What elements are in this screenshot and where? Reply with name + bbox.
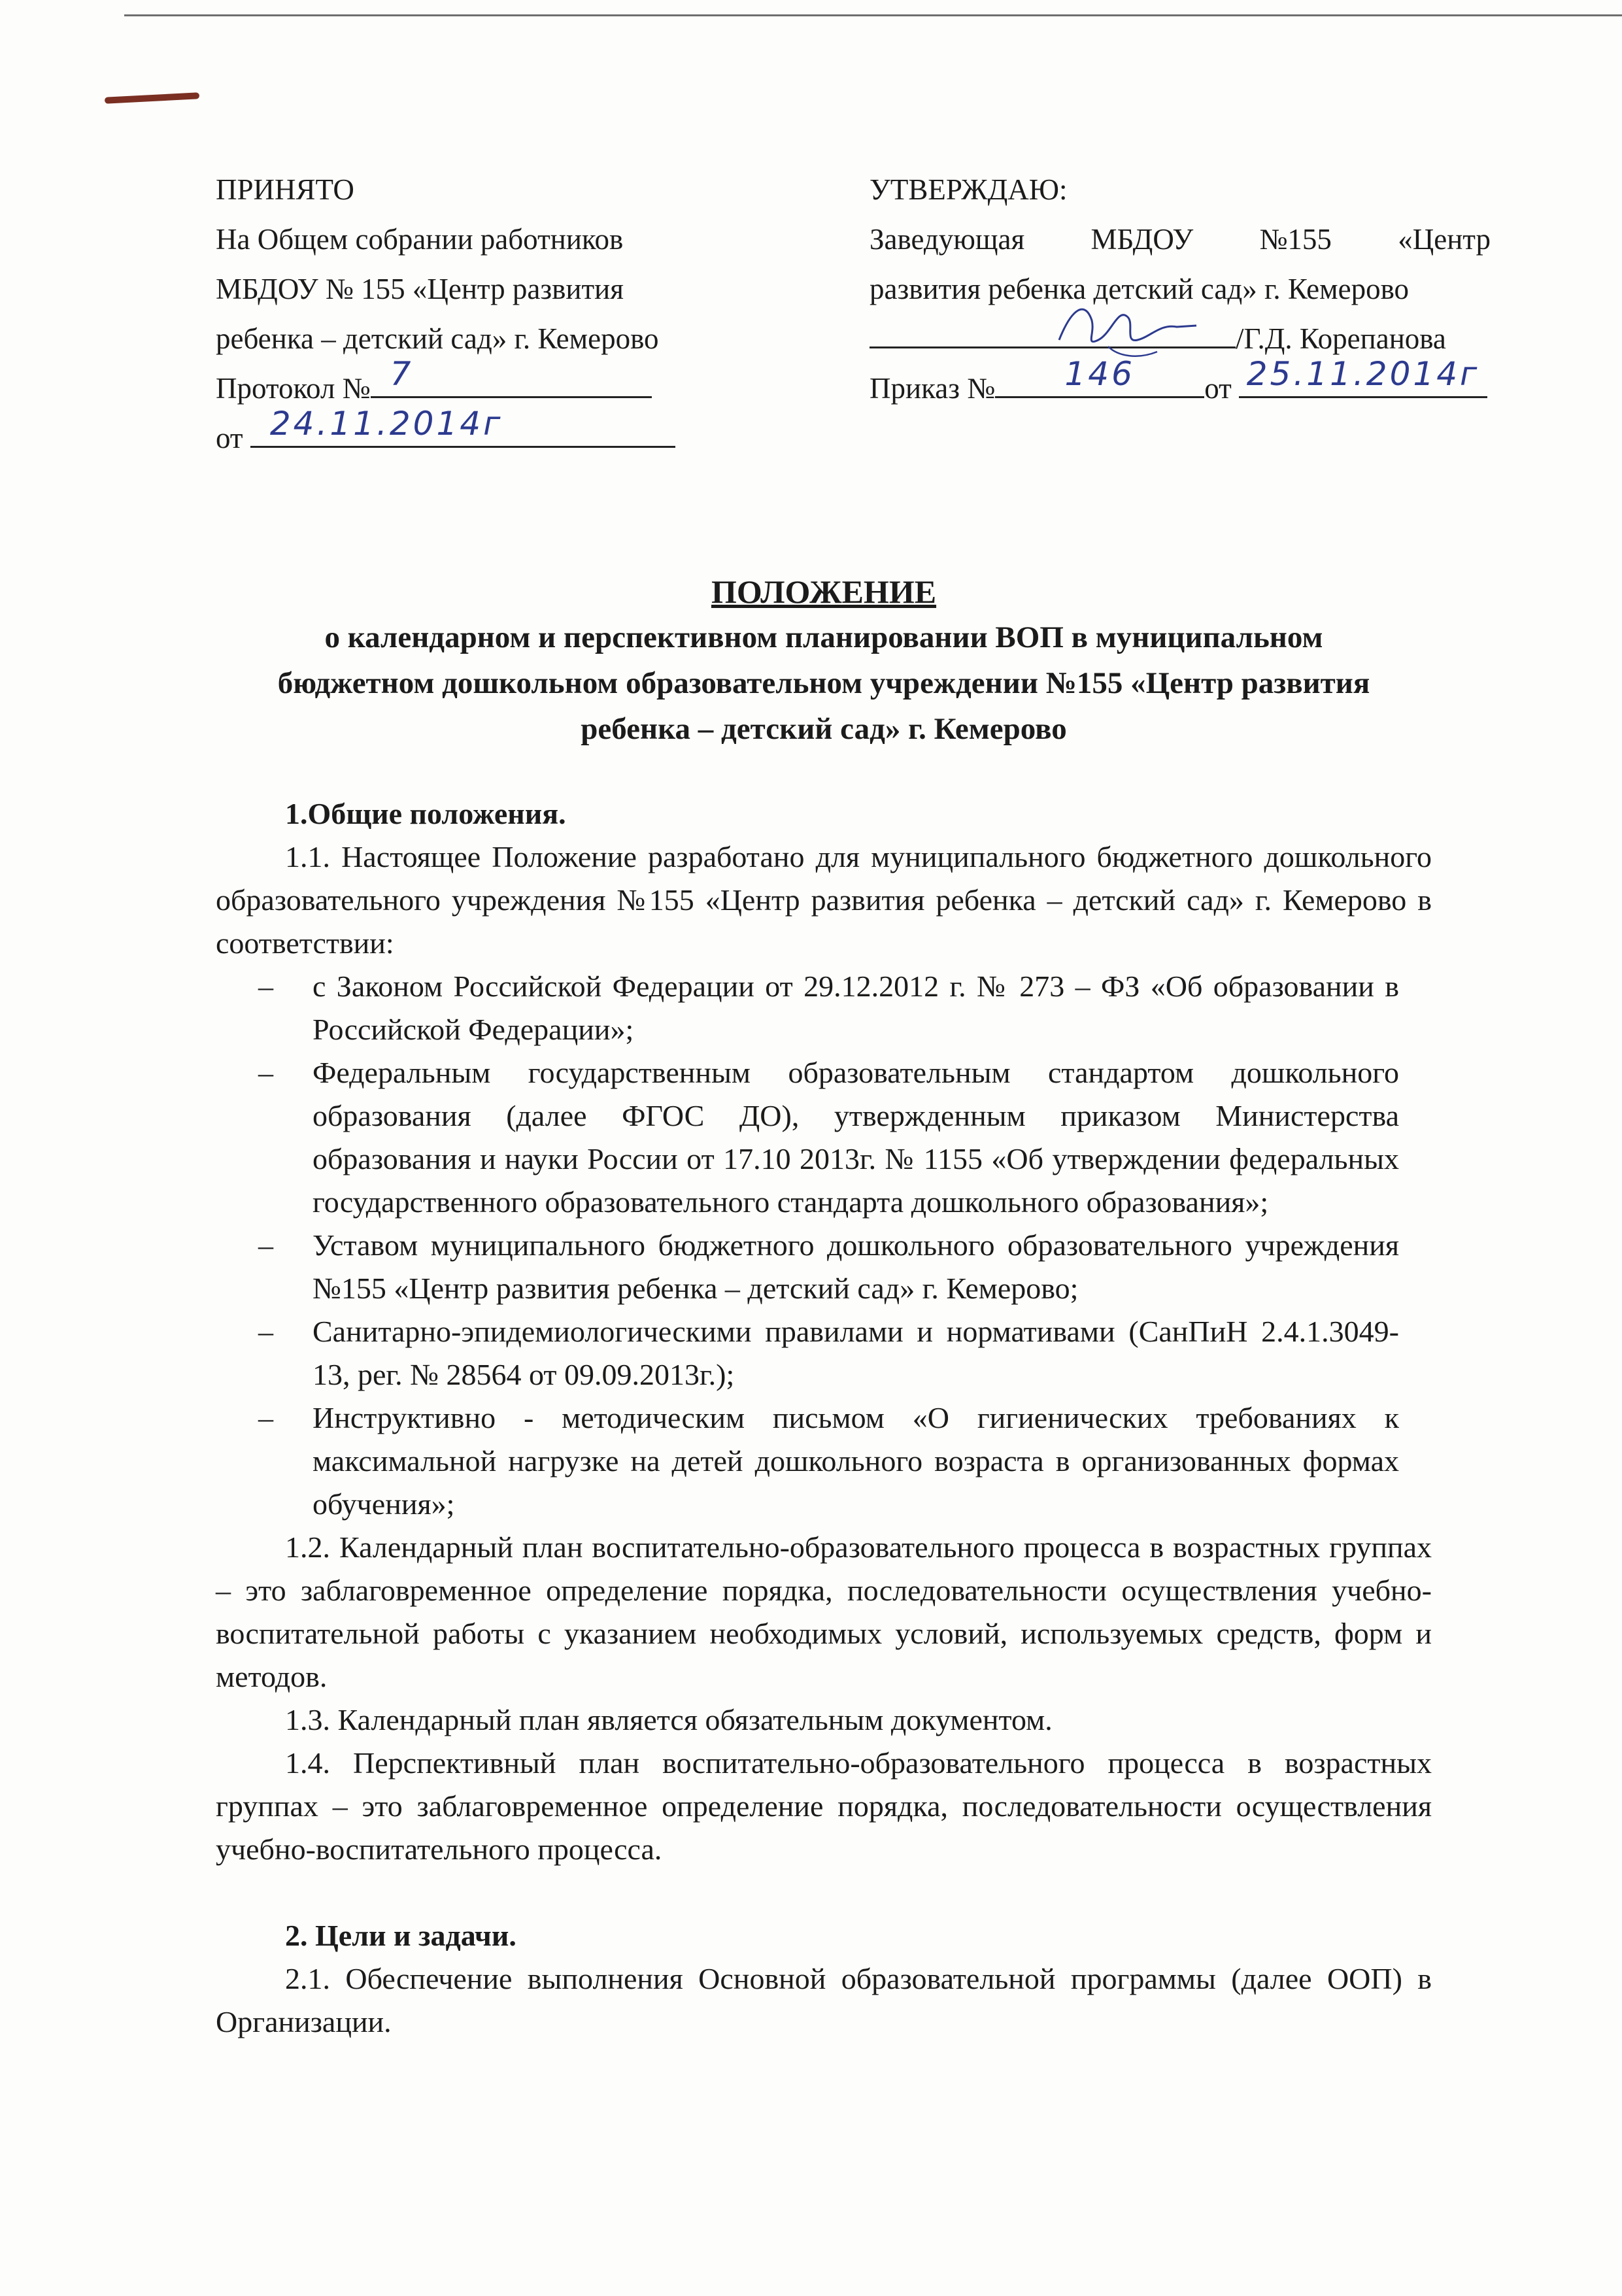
header-accepted-block [216, 165, 686, 463]
approve-title: УТВЕРЖДАЮ: [870, 173, 1068, 206]
paragraph-1-3: 1.3. Календарный план является обязательным документом. [285, 1703, 1053, 1736]
paragraph-1-4: 1.4. Перспективный план воспитательно-образовательного процесса в возрастных группах – это заблаговременное определение порядка, последовательности осуществления учебно-воспитательного процесса. [216, 1746, 1432, 1866]
signature-name: /Г.Д. Корепанова [1236, 322, 1446, 355]
section-1-heading: 1.Общие положения. [285, 797, 566, 830]
list-item: – Санитарно-эпидемиологическими правилами и нормативами (СанПиН 2.4.1.3049-13, рег. № 28564 от 09.09.2013г.); [216, 1310, 1432, 1396]
list-item: – Федеральным государственным образовательным стандартом дошкольного образования (далее ФГОС ДО), утвержденным приказом Министерства образования и науки России от 17.10 2013г. № 1155 «Об утверждении федеральных государственного образовательного стандарта дошкольного образования»; [216, 1051, 1432, 1224]
section-2-heading: 2. Цели и задачи. [285, 1919, 516, 1952]
approve-word-3: №155 [1259, 223, 1332, 256]
title-line-2: бюджетном дошкольном образовательном учреждении №155 «Центр развития [277, 666, 1370, 700]
approve-date-value: 25.11.2014г [1246, 355, 1480, 393]
approve-word-4: «Центр [1398, 223, 1491, 256]
approve-date-blank [1239, 355, 1487, 398]
paragraph-2-1: 2.1. Обеспечение выполнения Основной образовательной программы (далее ООП) в Организации. [216, 1962, 1432, 2038]
list-item: – Инструктивно - методическим письмом «О гигиенических требованиях к максимальной нагрузке на детей дошкольного возраста в организованных формах обучения»; [216, 1396, 1432, 1526]
approve-word-1: Заведующая [870, 223, 1025, 256]
approve-line-1 [870, 214, 1491, 264]
accepted-line-3: ребенка – детский сад» г. Кемерово [216, 322, 659, 355]
protocol-label: Протокол № [216, 372, 371, 405]
pen-mark [105, 92, 199, 104]
order-label: Приказ № [870, 372, 996, 405]
approve-date-label: от [1204, 372, 1232, 405]
approve-line-2: развития ребенка детский сад» г. Кемерово [870, 273, 1410, 305]
section-gap [216, 1871, 1432, 1914]
order-number: 146 [1064, 355, 1135, 393]
top-rule [124, 14, 1622, 16]
accepted-date-label: от [216, 422, 243, 454]
accepted-date-value: 24.11.2014г [269, 405, 503, 443]
order-line [870, 355, 1491, 413]
header-approve-block [870, 165, 1491, 413]
accepted-line-1: На Общем собрании работников [216, 223, 624, 256]
title-main: ПОЛОЖЕНИЕ [711, 573, 937, 610]
paragraph-1-1: 1.1. Настоящее Положение разработано для муниципального бюджетного дошкольного образовательного учреждения №155 «Центр развития ребенка – детский сад» г. Кемерово в соответствии: [216, 840, 1432, 960]
accepted-date-line [216, 405, 686, 463]
accepted-title: ПРИНЯТО [216, 173, 354, 206]
document-body [216, 792, 1432, 2044]
title-line-1: о календарном и перспективном планировании ВОП в муниципальном [324, 620, 1323, 654]
title-line-3: ребенка – детский сад» г. Кемерово [581, 712, 1067, 746]
document-title [216, 569, 1432, 752]
approve-word-2: МБДОУ [1090, 223, 1194, 256]
accepted-line-2: МБДОУ № 155 «Центр развития [216, 273, 624, 305]
paragraph-1-2: 1.2. Календарный план воспитательно-образовательного процесса в возрастных группах – это заблаговременное определение порядка, последовательности осуществления учебно-воспитательной работы с указанием необходимых условий, используемых средств, форм и методов. [216, 1530, 1432, 1693]
list-item: – Уставом муниципального бюджетного дошкольного образовательного учреждения №155 «Центр развития ребенка – детский сад» г. Кемерово; [216, 1224, 1432, 1310]
protocol-blank [371, 355, 652, 398]
list-item: – с Законом Российской Федерации от 29.12.2012 г. № 273 – ФЗ «Об образовании в Российской Федерации»; [216, 965, 1432, 1051]
order-blank [995, 355, 1204, 398]
legal-basis-list [216, 965, 1432, 1526]
accepted-date-blank [250, 405, 675, 448]
protocol-number: 7 [390, 355, 414, 393]
